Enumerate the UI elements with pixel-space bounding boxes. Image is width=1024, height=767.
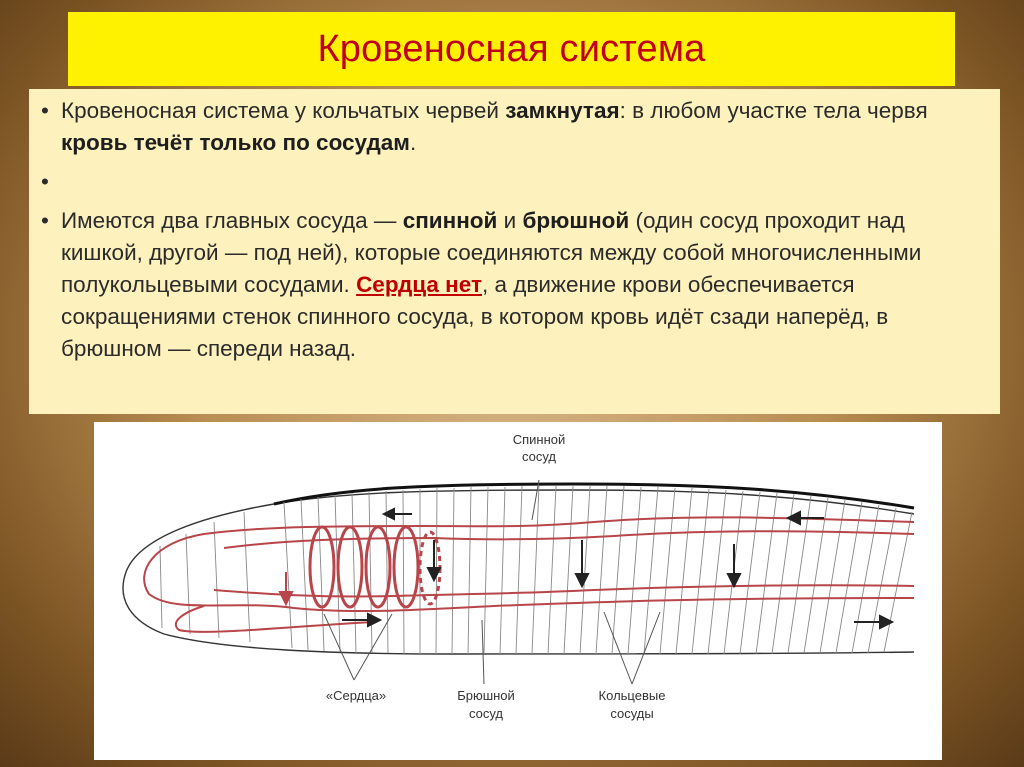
blood-vessels (144, 517, 914, 631)
no-heart-highlight: Сердца нет (356, 272, 482, 297)
label-ring-1: Кольцевые (598, 688, 666, 703)
label-hearts: «Сердца» (325, 688, 387, 703)
bullet-paragraph-2 (41, 205, 984, 365)
label-ventral-2: сосуд (468, 706, 504, 721)
bold-term-ventral: брюшной (522, 208, 630, 233)
worm-diagram (94, 422, 942, 760)
bold-term-dorsal: спинной (402, 208, 498, 233)
text-run: . (409, 130, 417, 155)
red-flow-arrows (280, 572, 292, 604)
text-run: и (497, 208, 523, 233)
text-run: (один сосуд проходит над кишкой, другой — под ней), которые соединяются между собой многочисленными полукольцевыми сосудами. (61, 208, 922, 297)
label-dorsal-1: Спинной (512, 432, 566, 447)
text-run: : в любом участке тела червя (619, 98, 928, 123)
label-ventral-1: Брюшной (457, 688, 515, 703)
worm-svg (94, 422, 942, 760)
text-box (29, 89, 1000, 414)
label-dorsal-2: сосуд (521, 449, 557, 464)
bullet-list (41, 95, 984, 365)
worm-back-edge (274, 484, 914, 508)
text-run: , а движение крови обеспечивается сокращениями стенок спинного сосуда, в котором кровь идёт сзади наперёд, в брюшном — спереди назад. (61, 272, 889, 361)
bold-term-vessels: кровь течёт только по сосудам (61, 130, 410, 155)
slide-title: Кровеносная система (317, 27, 706, 70)
text-run: Имеются два главных сосуда — (61, 208, 403, 233)
bullet-paragraph-1 (41, 95, 984, 159)
bold-term-closed: замкнутая (505, 98, 620, 123)
text-run: Кровеносная система у кольчатых червей (61, 98, 506, 123)
bullet-empty (41, 166, 984, 198)
title-bar (68, 12, 955, 86)
label-ring-2: сосуды (610, 706, 654, 721)
